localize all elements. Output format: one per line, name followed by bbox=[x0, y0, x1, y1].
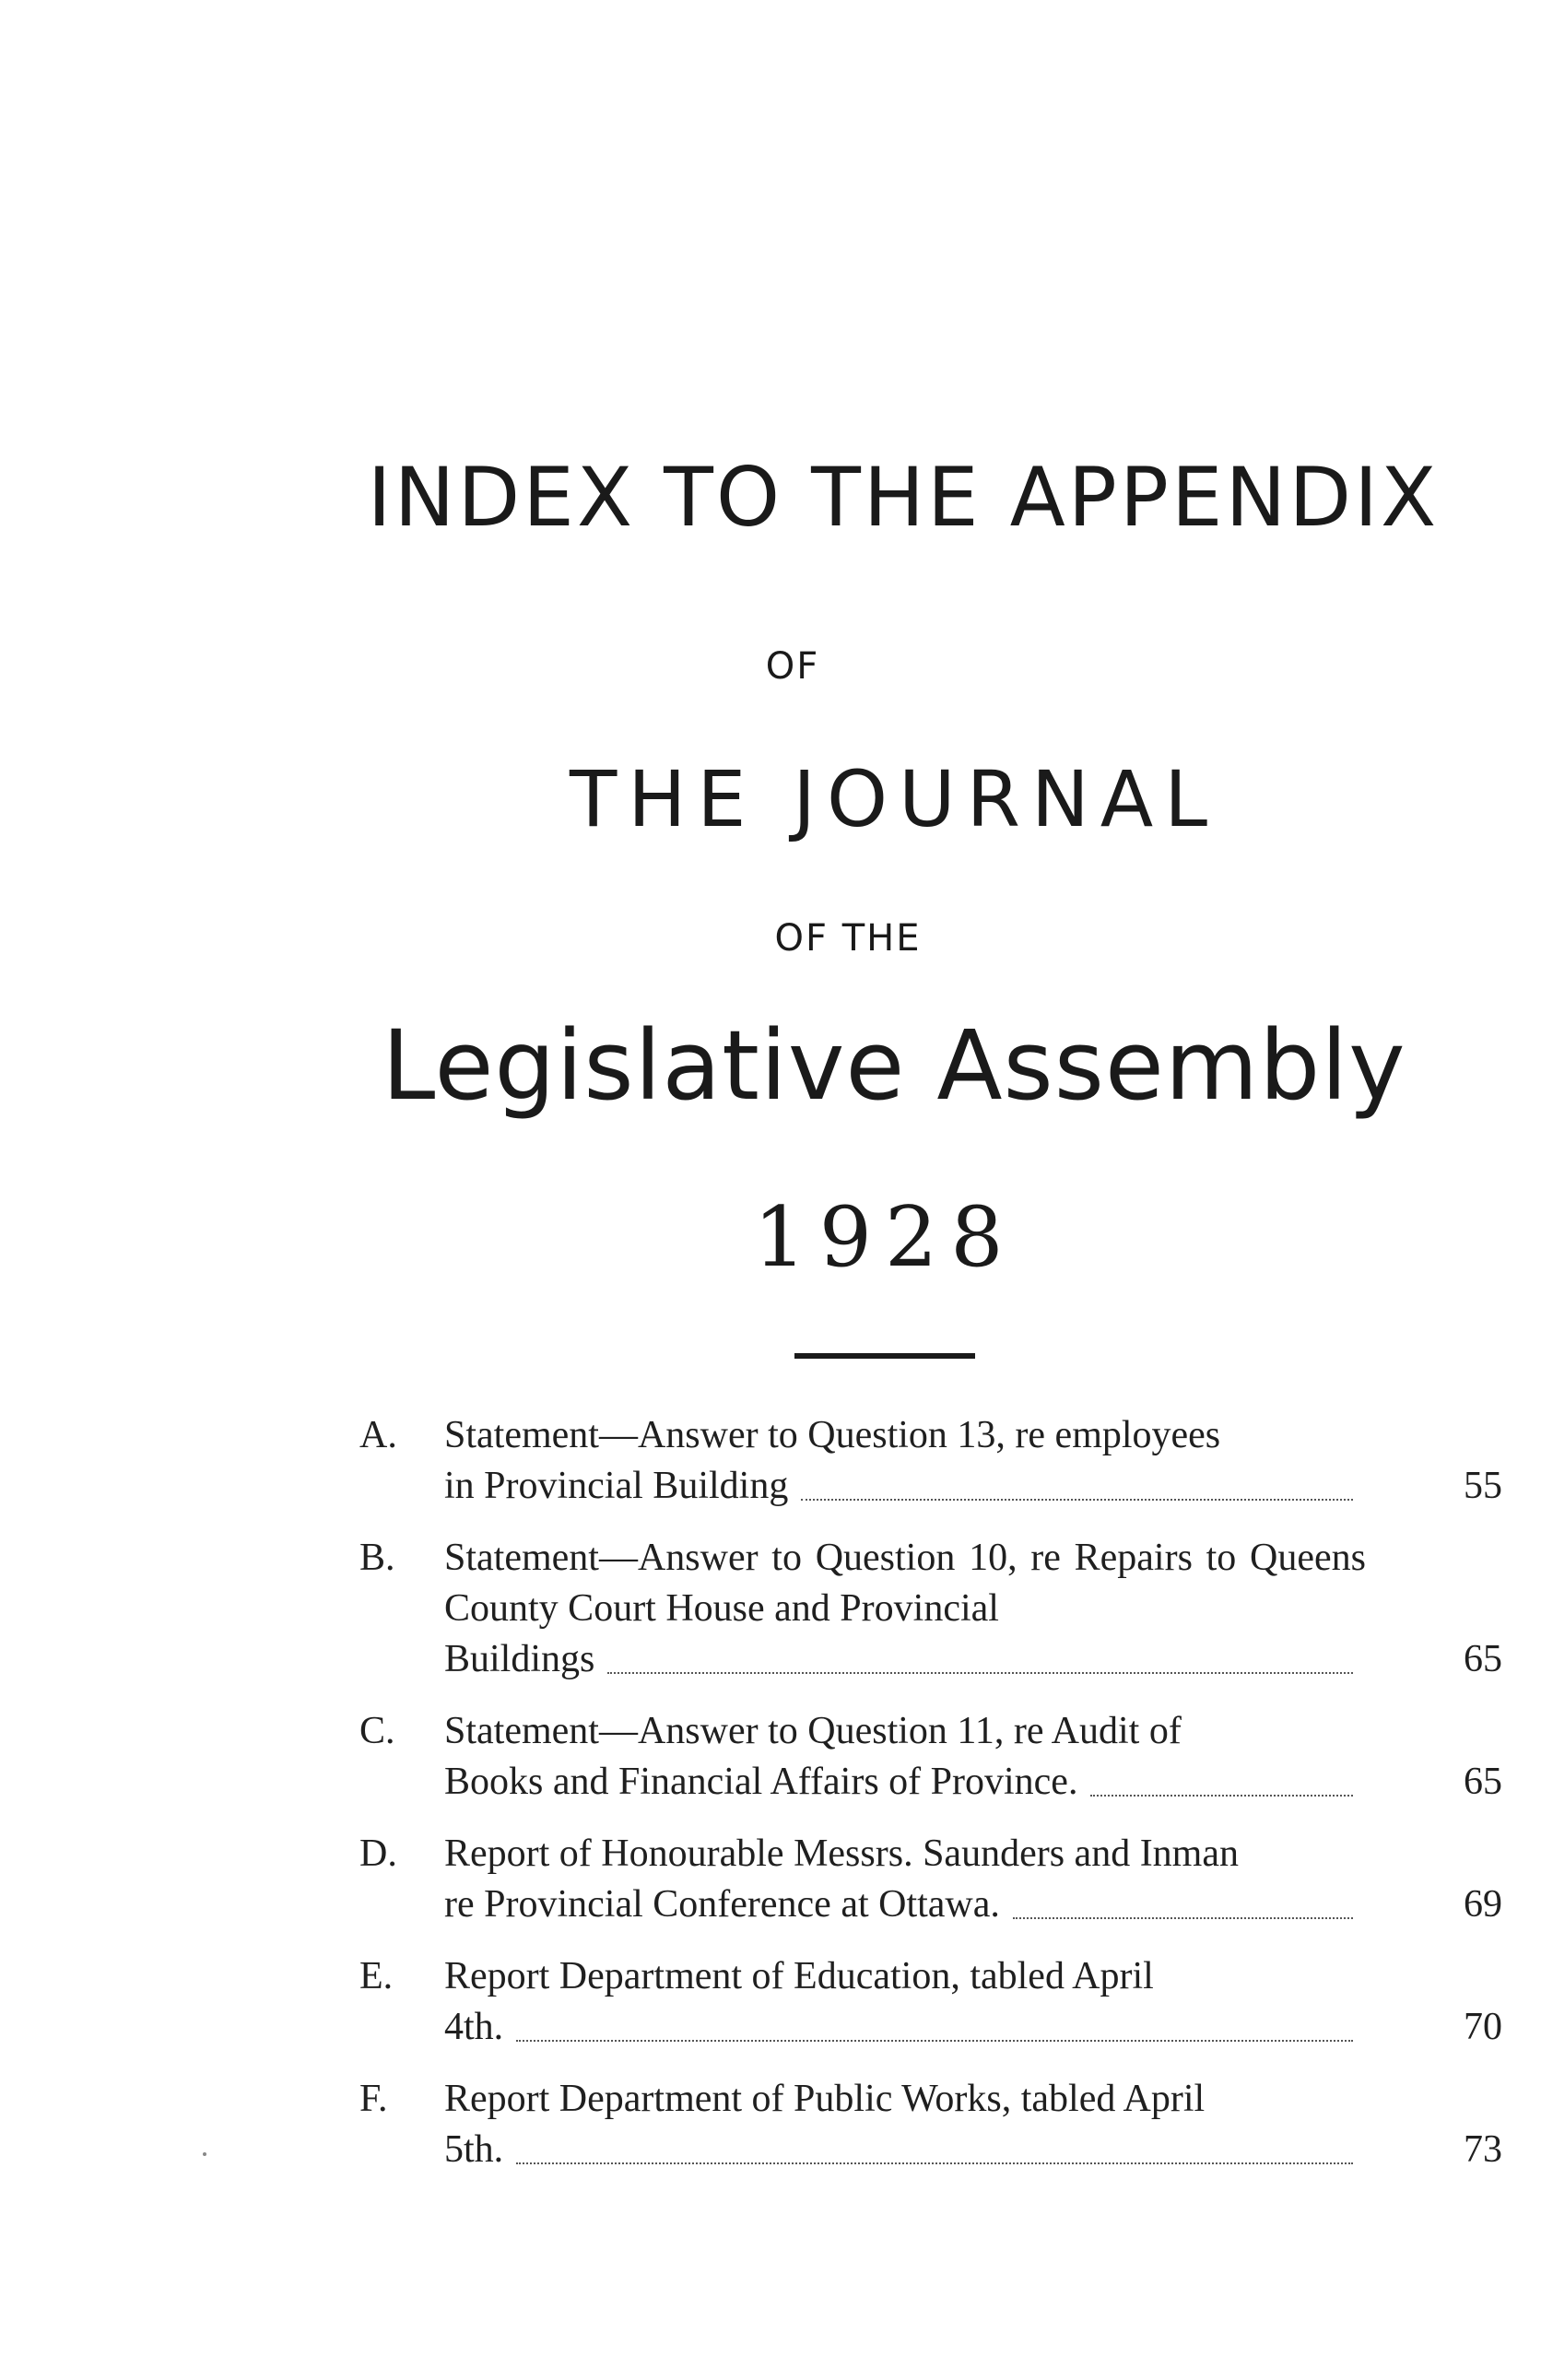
dot-leader bbox=[607, 1671, 1353, 1674]
entry-text: Statement—Answer to Question 13, re employees bbox=[444, 1414, 1221, 1456]
index-entry-e bbox=[359, 1951, 1502, 2053]
index-entry-c bbox=[359, 1706, 1502, 1808]
entry-letter: A. bbox=[359, 1414, 397, 1456]
entry-last-line: Books and Financial Affairs of Province. bbox=[444, 1761, 1078, 1803]
index-entry-f bbox=[359, 2074, 1502, 2175]
entry-last-line: 5th. bbox=[444, 2128, 504, 2171]
title-year: 1928 bbox=[753, 1189, 1017, 1286]
entry-letter: E. bbox=[359, 1955, 394, 1997]
entry-letter: B. bbox=[359, 1537, 395, 1579]
dot-leader bbox=[516, 2039, 1353, 2042]
entry-text: Statement—Answer to Question 10, re Repairs to Queens County Court House and Provincial bbox=[444, 1537, 1366, 1630]
index-entry-list bbox=[359, 1410, 1502, 2197]
entry-text: Statement—Answer to Question 11, re Audit of bbox=[444, 1710, 1182, 1752]
decorative-rule bbox=[794, 1353, 975, 1359]
entry-last-line: re Provincial Conference at Ottawa. bbox=[444, 1883, 1000, 1926]
entry-letter: C. bbox=[359, 1710, 395, 1752]
entry-last-line: Buildings bbox=[444, 1638, 595, 1680]
dot-leader bbox=[1013, 1916, 1353, 1919]
entry-page-number: 73 bbox=[1464, 2128, 1502, 2171]
entry-page-number: 69 bbox=[1464, 1883, 1502, 1926]
title-index-heading: INDEX TO THE APPENDIX bbox=[367, 450, 1440, 545]
title-of-the: OF THE bbox=[774, 917, 922, 960]
index-entry-a bbox=[359, 1410, 1502, 1512]
dot-leader bbox=[801, 1498, 1353, 1501]
title-assembly-heading: Legislative Assembly bbox=[382, 1009, 1406, 1122]
entry-last-line: in Provincial Building bbox=[444, 1465, 789, 1507]
entry-letter: D. bbox=[359, 1832, 397, 1875]
index-entry-b bbox=[359, 1533, 1502, 1685]
dot-leader bbox=[516, 2162, 1353, 2164]
entry-page-number: 55 bbox=[1464, 1465, 1502, 1507]
entry-text: Report Department of Public Works, tabled April bbox=[444, 2078, 1206, 2120]
index-entry-d bbox=[359, 1829, 1502, 1930]
entry-text: Report Department of Education, tabled April bbox=[444, 1955, 1154, 1997]
title-journal-heading: THE JOURNAL bbox=[569, 754, 1219, 844]
title-of: OF bbox=[765, 645, 820, 688]
entry-page-number: 70 bbox=[1464, 2006, 1502, 2048]
entry-page-number: 65 bbox=[1464, 1638, 1502, 1680]
dot-leader bbox=[1090, 1794, 1353, 1797]
paper-speck bbox=[203, 2152, 206, 2156]
entry-last-line: 4th. bbox=[444, 2006, 504, 2048]
entry-letter: F. bbox=[359, 2078, 388, 2120]
entry-text: Report of Honourable Messrs. Saunders and Inman bbox=[444, 1832, 1239, 1875]
entry-page-number: 65 bbox=[1464, 1761, 1502, 1803]
